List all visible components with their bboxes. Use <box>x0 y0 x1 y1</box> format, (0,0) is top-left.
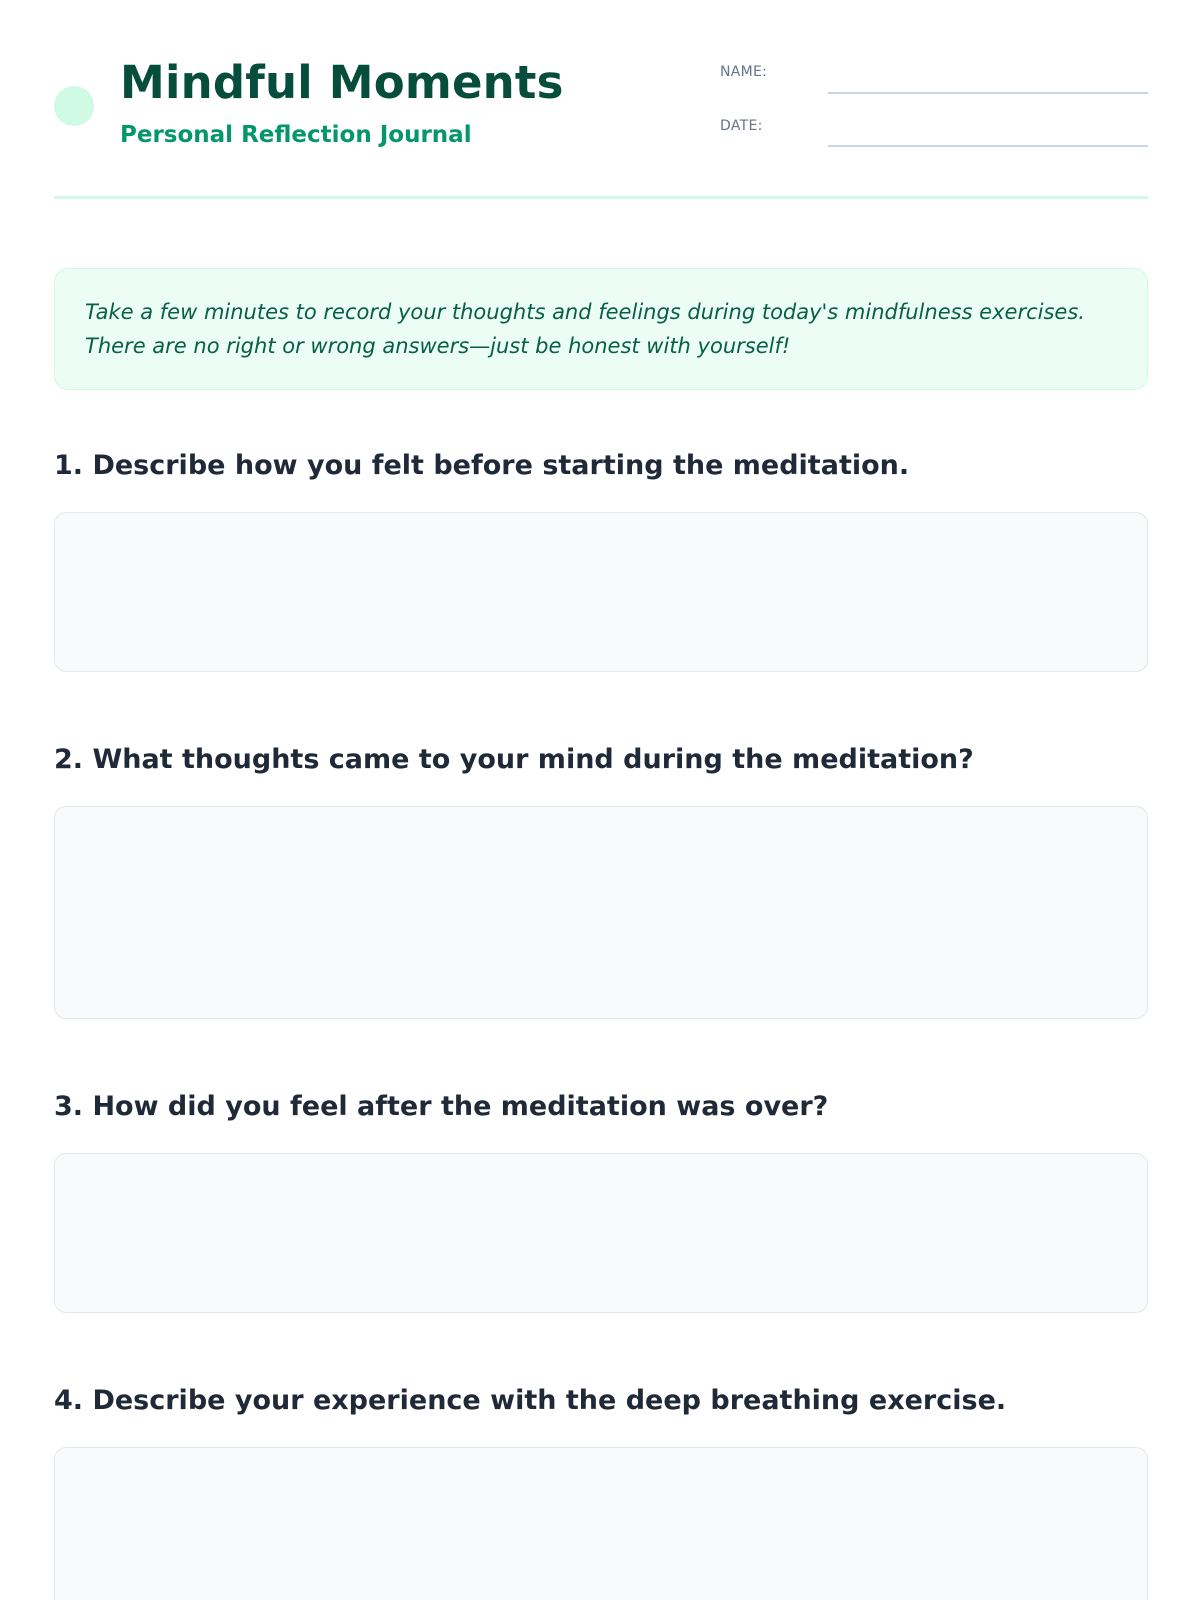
answer-box-4[interactable] <box>54 1447 1148 1600</box>
name-input-line[interactable] <box>828 92 1148 94</box>
intro-text-line-2: There are no right or wrong answers—just be honest with yourself! <box>85 334 791 358</box>
page-title: Mindful Moments <box>120 56 564 109</box>
intro-text-line-1: Take a few minutes to record your thoughts and feelings during today's mindfulness exercises. <box>85 300 1085 324</box>
name-label: NAME: <box>720 64 768 80</box>
question-3: 3. How did you feel after the meditation was over? <box>54 1091 829 1122</box>
date-input-line[interactable] <box>828 145 1148 147</box>
logo-circle-icon <box>54 86 94 126</box>
intro-callout <box>54 268 1148 390</box>
answer-box-2[interactable] <box>54 806 1148 1019</box>
answer-box-3[interactable] <box>54 1153 1148 1313</box>
question-2: 2. What thoughts came to your mind during the meditation? <box>54 744 974 775</box>
header-divider <box>54 196 1148 199</box>
question-4: 4. Describe your experience with the deep breathing exercise. <box>54 1385 1007 1416</box>
page-subtitle: Personal Reflection Journal <box>120 122 472 148</box>
date-label: DATE: <box>720 118 763 134</box>
question-1: 1. Describe how you felt before starting the meditation. <box>54 450 910 481</box>
answer-box-1[interactable] <box>54 512 1148 672</box>
